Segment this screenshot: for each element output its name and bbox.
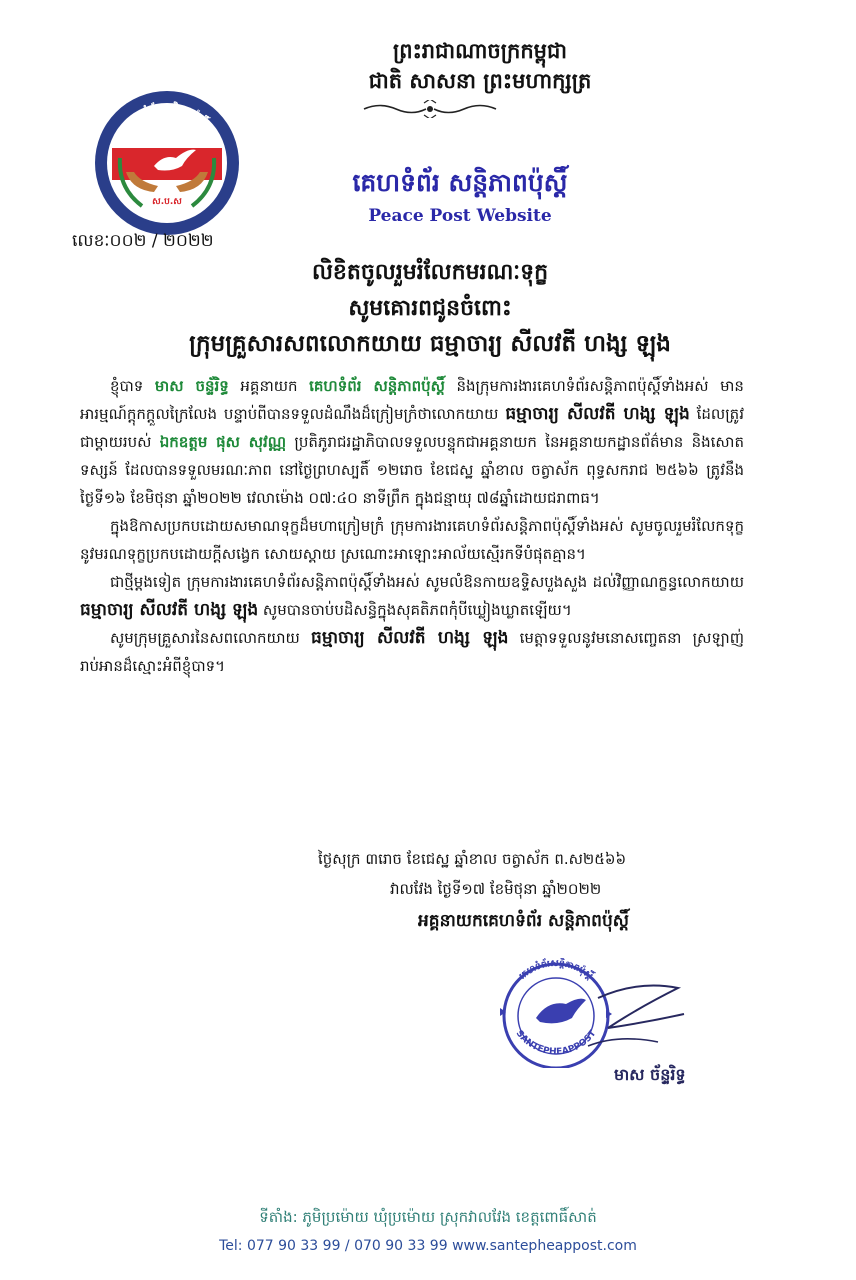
kingdom-line: ព្រះរាជាណាចក្រកម្ពុជា [392,39,567,63]
son-name: ឯកឧត្តម ផុស សុវណ្ណ [159,433,287,451]
letter-body [80,372,744,680]
paragraph-3 [80,568,744,624]
organization-name-kh: គេហទំព័រ សន្តិភាពប៉ុស្តិ៍ [352,168,568,197]
p4-text-b: មេត្តាទទួលនូវមនោសញ្ចេតនា ស្រឡាញ់រាប់អានដ៏ស្មោះអំពីខ្ញុំបាទ។ [80,629,744,675]
paragraph-4 [80,624,744,680]
logo-text-mid: ស.ប.ស [152,197,182,207]
seal-text-en: SANTEPHEAPPOST [513,1028,599,1058]
letter-recipient: ក្រុមគ្រួសារសពលោកយាយ ធម្មាចារ្យ សីលវតី ហង្ស ឡុង [189,331,671,357]
deceased-name: ធម្មាចារ្យ សីលវតី ហង្ស ឡុង [505,404,690,424]
address-line: ទីតាំង: ភូមិប្រម៉ោយ ឃុំប្រម៉ោយ ស្រុកវាលវែង ខេត្តពោធិ៍សាត់ [259,1208,597,1226]
p1-text-c: និងក្រុមការងារគេហទំព័រសន្តិភាពប៉ុស្តិ៍ទាំងអស់ មានអារម្មណ៍ក្តុកក្តួលក្រៃលែង បន្ទាប់ពីបានទទួលដំណឹងដ៏ក្រៀមក្រំថាលោកយាយ [80,377,744,423]
sender-org: គេហទំព័រ សន្តិភាពប៉ុស្តិ៍ [309,377,445,395]
p3-text-b: សូមបានចាប់បដិសន្ធិក្នុងសុគតិភពកុំបីឃ្លៀងឃ្លាតឡើយ។ [262,601,572,619]
svg-text:គេហទំព័រសន្តិភាពប៉ុស្តិ៍ [518,958,597,983]
reference-number: លេខៈ០០២ / ២០២២ [72,231,214,251]
date-solar: វាលវែង ថ្ងៃទី១៧ ខែមិថុនា ឆ្នាំ២០២២ [390,880,602,898]
contact-line: Tel: 077 90 33 99 / 070 90 33 99 www.santepheappost.com [219,1238,637,1254]
letter-title: លិខិតចូលរួមរំលែកមរណៈទុក្ខ [311,260,549,285]
organization-name-en: Peace Post Website [368,206,552,226]
signature-scribble [598,986,684,1028]
official-seal-stamp [488,958,688,1068]
p1-text-b: អគ្គនាយក [240,377,298,395]
p1-text-e: ប្រតិភូរាជរដ្ឋាភិបាលទទួលបន្ទុកជាអគ្គនាយក នៃអគ្គនាយកដ្ឋានព័ត៌មាន និងសោតទស្សន៍ ដែលបានទទួលមរណៈភាព នៅថ្ងៃព្រហស្បតិ៍ ១២រោច ខែជេស្ឋ ឆ្នាំខាល ចត្វាស័ក ពុទ្ធសករាជ ២៥៦៦ ត្រូវនឹងថ្ងៃទី១៦ ខែមិថុនា ឆ្នាំ២០២២ វេលាម៉ោង ០៧:៤០ នាទីព្រឹក ក្នុងជន្មាយុ ៧៨ឆ្នាំដោយជរាពាធ។ [80,433,744,507]
logo-text-kh: គេហទំព័រ សន្តិភាពប៉ុស្តិ៍ [124,101,210,128]
peace-post-logo [92,88,242,238]
signer-title: អគ្គនាយកគេហទំព័រ សន្តិភាពប៉ុស្តិ៍ [418,911,629,931]
signer-name: មាស ច័ន្ទរិទ្ធ [614,1065,686,1084]
date-lunar: ថ្ងៃសុក្រ ៣រោច ខែជេស្ឋ ឆ្នាំខាល ចត្វាស័ក ព.ស២៥៦៦ [318,850,627,868]
paragraph-1 [80,372,744,512]
seal-text-kh: គេហទំព័រសន្តិភាពប៉ុស្តិ៍ [517,958,595,982]
deceased-name: ធម្មាចារ្យ សីលវតី ហង្ស ឡុង [80,600,259,620]
svg-text:SANTEPHEAPPOST [514,1028,599,1057]
letter-salutation: សូមគោរពជូនចំពោះ [348,296,512,321]
sender-name: មាស ចន្ទ័រិទ្ធ [154,377,229,395]
p3-text-a: ជាថ្មីម្តងទៀត ក្រុមការងារគេហទំព័រសន្តិភាពប៉ុស្តិ៍ទាំងអស់ សូមលំឱនកាយឧទ្ទិសបួងសួង ដល់វិញ្ញាណក្ខន្ធលោកយាយ [110,573,744,591]
ornament-divider-icon [360,100,500,118]
deceased-name: ធម្មាចារ្យ សីលវតី ហង្ស ឡុង [311,628,509,648]
logo-text-en: PEACE POST WEBSITE [125,113,209,142]
seal-dove-icon [536,999,586,1024]
logo-text-bottom: P.P.W [150,210,184,223]
paragraph-2: ក្នុងឱកាសប្រកបដោយសមាណទុក្ខដ៏មហាក្រៀមក្រំ ក្រុមការងារគេហទំព័រសន្តិភាពប៉ុស្តិ៍ទាំងអស់ សូមចូលរួមរំលែកទុក្ខនូវមរណទុក្ខប្រកបដោយក្តីសង្វេក សោយស្តាយ ស្រណោះអាឡោះអាល័យស្មើរកទីបំផុតគ្មាន។ [80,517,744,563]
p4-text-a: សូមក្រុមគ្រួសារនៃសពលោកយាយ [110,629,300,647]
p1-text-d: ដែលត្រូវជាម្តាយរបស់ [80,405,744,451]
motto-line: ជាតិ សាសនា ព្រះមហាក្សត្រ [368,69,592,93]
p1-text-a: ខ្ញុំបាទ [110,377,144,395]
